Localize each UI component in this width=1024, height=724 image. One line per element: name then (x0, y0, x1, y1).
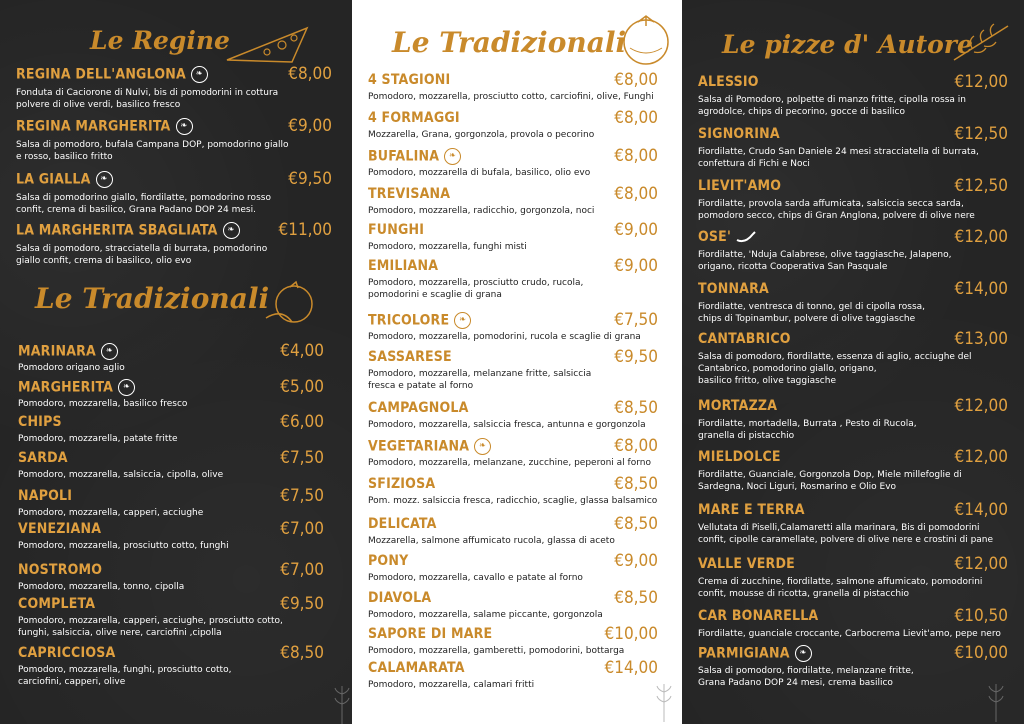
menu-item-price: €5,00 (280, 377, 324, 397)
menu-item-description: Pomodoro, mozzarella, prosciutto cotto, carciofini, olive, Funghi (368, 92, 654, 102)
menu-item-price: €12,00 (954, 396, 1008, 416)
menu-item-price: €8,00 (614, 70, 658, 90)
menu-item-name-text: CHIPS (18, 414, 62, 430)
menu-item-description: Salsa di Pomodoro, polpette di manzo fritte, cipolla rossa in agrodolce, chips di pecorino, gocce di basilico (698, 95, 966, 117)
menu-item-name-text: TREVISANA (368, 186, 451, 202)
menu-item-description: Pomodoro, mozzarella, patate fritte (18, 434, 178, 444)
menu-item-name-text: ALESSIO (698, 74, 759, 90)
menu-item-name-text: CAMPAGNOLA (368, 400, 469, 416)
menu-item (368, 72, 658, 112)
vegetarian-leaf-icon: ❧ (223, 222, 240, 239)
menu-item (368, 660, 658, 700)
menu-item-price: €9,00 (614, 551, 658, 571)
menu-item (698, 500, 1008, 545)
left-menu-panel (0, 0, 352, 724)
menu-item-name (698, 449, 781, 465)
menu-item-name-text: LA GIALLA (16, 171, 91, 188)
wheat-icon (654, 682, 674, 722)
menu-item-name-text: VEGETARIANA (368, 438, 470, 455)
menu-item-description: Crema di zucchine, fiordilatte, salmone affumicato, pomodorini confit, mousse di ricotta, granella di pistacchio (698, 577, 983, 599)
menu-item-name-text: CALAMARATA (368, 660, 465, 676)
menu-item-description: Pomodoro, mozzarella, salsiccia fresca, antunna e gorgonzola (368, 420, 646, 430)
vegetarian-leaf-icon: ❧ (444, 148, 461, 165)
menu-item-name-text: LIEVIT'AMO (698, 178, 782, 194)
menu-item (698, 176, 1008, 221)
menu-item-price: €14,00 (954, 500, 1008, 520)
menu-item-description: Salsa di pomodorino giallo, fiordilatte, pomodorino rosso confit, crema di basilico, Grana Padano DOP 24 mesi. (16, 193, 271, 215)
menu-item-name (368, 553, 408, 569)
menu-item-name-text: PARMIGIANA (698, 645, 790, 662)
menu-item-price: €9,50 (280, 594, 324, 614)
menu-item-name (18, 379, 135, 396)
menu-item-price: €7,00 (280, 519, 324, 539)
menu-item-name-text: DIAVOLA (368, 590, 432, 606)
menu-item-price: €8,50 (614, 398, 658, 418)
menu-item (698, 608, 1008, 648)
menu-item-description: Fonduta di Caciorone di Nulvi, bis di pomodorini in cottura polvere di olive verdi, basilico fresco (16, 88, 279, 110)
menu-item (16, 169, 332, 215)
menu-item-name (18, 488, 72, 504)
menu-item (18, 596, 324, 636)
menu-item (18, 343, 324, 383)
menu-item-name (18, 343, 118, 360)
menu-item-name (368, 476, 435, 492)
menu-item-name-text: CAPRICCIOSA (18, 645, 116, 661)
menu-item-name (368, 312, 471, 329)
menu-item-price: €7,50 (280, 486, 324, 506)
menu-item-description: Pomodoro, mozzarella, prosciutto cotto, funghi (18, 541, 229, 551)
menu-item-name-text: VALLE VERDE (698, 556, 795, 572)
menu-item-price: €8,00 (614, 436, 658, 456)
tomato-icon (262, 278, 322, 328)
menu-item-name (698, 178, 781, 194)
menu-item-price: €4,00 (280, 341, 324, 361)
menu-item-name-text: REGINA DELL'ANGLONA (16, 66, 186, 83)
menu-item-name-text: NAPOLI (18, 488, 73, 504)
menu-item-description: Fiordilatte, Guanciale, Gorgonzola Dop, Miele millefoglie di Sardegna, Noci Liguri, Rosmarino e Olio Evo (698, 470, 962, 492)
menu-item-description: Pomodoro, mozzarella, melanzane fritte, salsiccia fresca e patate al forno (368, 369, 592, 391)
menu-item-name-text: EMILIANA (368, 258, 439, 274)
menu-item-description: Mozzarella, Grana, gorgonzola, provola o pecorino (368, 130, 595, 140)
menu-item-price: €7,50 (280, 448, 324, 468)
menu-item-name-text: TRICOLORE (368, 312, 450, 329)
menu-item-description: Salsa di pomodoro, stracciatella di burrata, pomodorino giallo confit, crema di basilico, olio evo (16, 244, 268, 266)
menu-item-price: €12,00 (954, 72, 1008, 92)
menu-item-description: Pomodoro, mozzarella, cavallo e patate al forno (368, 573, 583, 583)
menu-item-price: €9,50 (614, 347, 658, 367)
menu-item-price: €11,00 (278, 220, 332, 240)
menu-item-price: €6,00 (280, 412, 324, 432)
menu-item (698, 554, 1008, 599)
menu-item-price: €10,00 (604, 624, 658, 644)
menu-item-description: Pomodoro, mozzarella, salsiccia, cipolla, olive (18, 470, 224, 480)
menu-item (698, 329, 1008, 386)
menu-item-name-text: FUNGHI (368, 222, 425, 238)
menu-item-price: €8,50 (280, 643, 324, 663)
menu-item (698, 124, 1008, 169)
menu-item-price: €9,00 (288, 116, 332, 136)
menu-item (18, 450, 324, 490)
menu-item (698, 227, 1008, 272)
menu-item-price: €8,50 (614, 588, 658, 608)
right-menu-panel (682, 0, 1024, 724)
menu-item-description: Fiordilatte, mortadella, Burrata , Pesto di Rucola, granella di pistacchio (698, 419, 917, 441)
menu-item-name (698, 608, 818, 624)
menu-item-description: Mozzarella, salmone affumicato rucola, glassa di aceto (368, 536, 615, 546)
menu-item (18, 414, 324, 454)
menu-item-name (368, 222, 424, 238)
menu-item-name-text: LA MARGHERITA SBAGLIATA (16, 222, 218, 239)
menu-item-name (698, 74, 759, 90)
menu-item-name-text: SASSARESE (368, 349, 452, 365)
menu-item-name-text: REGINA MARGHERITA (16, 118, 171, 135)
menu-item-price: €8,00 (614, 146, 658, 166)
menu-item-name (368, 349, 452, 365)
menu-item-name (368, 660, 465, 676)
menu-item-price: €8,00 (614, 184, 658, 204)
menu-item-price: €9,00 (614, 256, 658, 276)
section-title-autore: Le pizze d' Autore (722, 30, 973, 59)
menu-item (368, 258, 658, 298)
menu-item-name-text: VENEZIANA (18, 521, 102, 537)
menu-item-price: €12,50 (954, 124, 1008, 144)
menu-item-name (698, 331, 791, 347)
menu-item (368, 148, 658, 188)
menu-item-price: €10,50 (954, 606, 1008, 626)
menu-item-name (18, 596, 95, 612)
menu-item-name-text: PONY (368, 553, 409, 569)
menu-item-name (368, 516, 437, 532)
vegetarian-leaf-icon: ❧ (474, 438, 491, 455)
menu-item-name-text: 4 STAGIONI (368, 72, 451, 88)
menu-item (16, 220, 332, 266)
menu-item (698, 643, 1008, 688)
menu-item-name-text: CAR BONARELLA (698, 608, 819, 624)
menu-item-name (698, 398, 777, 414)
menu-item-name (368, 626, 492, 642)
menu-item (368, 438, 658, 478)
menu-item-name-text: DELICATA (368, 516, 437, 532)
menu-item (368, 110, 658, 150)
menu-item-name (368, 438, 491, 455)
tomato-icon (616, 8, 676, 68)
menu-item-description: Fiordilatte, ventresca di tonno, gel di cipolla rossa, chips di Topinambur, polvere di olive taggiasche (698, 302, 926, 324)
menu-item-description: Fiordilatte, guanciale croccante, Carbocrema Lievit'amo, pepe nero (698, 629, 1001, 639)
menu-item-name (368, 148, 461, 165)
menu-item-name-text: SAPORE DI MARE (368, 626, 493, 642)
menu-item-description: Pomodoro, mozzarella, melanzane, zucchine, peperoni al forno (368, 458, 651, 468)
menu-item (698, 72, 1008, 117)
menu-item (368, 516, 658, 556)
menu-item-description: Pomodoro, mozzarella, prosciutto crudo, rucola, pomodorini e scaglie di grana (368, 278, 584, 300)
menu-item-description: Salsa di pomodoro, bufala Campana DOP, pomodorino giallo e rosso, basilico fritto (16, 140, 289, 162)
menu-item-name (18, 562, 102, 578)
menu-item-description: Pomodoro, mozzarella, basilico fresco (18, 399, 188, 409)
vegetarian-leaf-icon: ❧ (101, 343, 118, 360)
menu-item-name-text: MARE E TERRA (698, 502, 805, 518)
vegetarian-leaf-icon: ❧ (176, 118, 193, 135)
menu-item-price: €9,50 (288, 169, 332, 189)
menu-item (698, 279, 1008, 324)
menu-item-name-text: 4 FORMAGGI (368, 110, 460, 126)
menu-item-description: Fiordilatte, provola sarda affumicata, salsiccia secca sarda, pomodoro secco, chips di Gran Anglona, polvere di olive nere (698, 199, 975, 221)
menu-item-name-text: SARDA (18, 450, 68, 466)
wheat-icon (332, 684, 352, 724)
menu-item-description: Pomodoro, mozzarella di bufala, basilico, olio evo (368, 168, 591, 178)
menu-item (368, 312, 658, 352)
menu-item-price: €13,00 (954, 329, 1008, 349)
menu-item-name-text: MORTAZZA (698, 398, 778, 414)
menu-item-name-text: MARINARA (18, 343, 97, 360)
menu-item-name (368, 258, 438, 274)
menu-item (698, 447, 1008, 492)
menu-item-name (16, 222, 240, 239)
menu-item-name-text: MARGHERITA (18, 379, 114, 396)
menu-item-name (698, 556, 795, 572)
menu-item-name (18, 414, 62, 430)
menu-item (16, 116, 332, 162)
menu-item-price: €9,00 (614, 220, 658, 240)
menu-item-name (16, 66, 208, 83)
menu-item-name-text: CANTABRICO (698, 331, 791, 347)
menu-item (18, 521, 324, 561)
section-title-regine: Le Regine (90, 26, 230, 55)
menu-item (18, 379, 324, 419)
menu-item-name (16, 118, 193, 135)
menu-item-description: Pomodoro, mozzarella, funghi, prosciutto cotto, carciofini, capperi, olive (18, 665, 232, 687)
menu-item-name (698, 229, 757, 245)
menu-item-price: €8,00 (288, 64, 332, 84)
menu-item-name (368, 110, 460, 126)
menu-item-name-text: SFIZIOSA (368, 476, 436, 492)
menu-item-price: €12,00 (954, 227, 1008, 247)
wheat-icon (952, 22, 1012, 62)
section-title-tradizionali-left: Le Tradizionali (35, 282, 270, 315)
menu-item-name (368, 72, 450, 88)
menu-item-name-text: COMPLETA (18, 596, 96, 612)
menu-item-description: Pomodoro, mozzarella, capperi, acciughe (18, 508, 204, 518)
menu-item (698, 396, 1008, 441)
menu-item-description: Pomodoro, mozzarella, calamari fritti (368, 680, 535, 690)
menu-item-name (698, 281, 769, 297)
vegetarian-leaf-icon: ❧ (191, 66, 208, 83)
chili-pepper-icon (735, 230, 757, 244)
middle-menu-panel (352, 0, 682, 724)
menu-item-description: Pomodoro, mozzarella, gamberetti, pomodorini, bottarga (368, 646, 625, 656)
menu-item-name-text: SIGNORINA (698, 126, 780, 142)
menu-item (368, 349, 658, 389)
wheat-icon (984, 682, 1008, 722)
pizza-slice-icon (222, 20, 312, 65)
menu-item-name (698, 126, 780, 142)
menu-item-name-text: TONNARA (698, 281, 769, 297)
menu-item-name (368, 186, 450, 202)
menu-item-description: Pomodoro, mozzarella, radicchio, gorgonzola, noci (368, 206, 595, 216)
menu-item-name (698, 502, 805, 518)
menu-item-description: Fiordilatte, 'Nduja Calabrese, olive taggiasche, Jalapeno, origano, ricotta Cooperativa San Pasquale (698, 250, 952, 272)
menu-item (368, 476, 658, 516)
menu-item-name-text: BUFALINA (368, 148, 440, 165)
menu-item-description: Pomodoro, mozzarella, tonno, cipolla (18, 582, 185, 592)
menu-item-price: €7,00 (280, 560, 324, 580)
menu-item-name (16, 171, 113, 188)
menu-item (18, 645, 324, 685)
vegetarian-leaf-icon: ❧ (795, 645, 812, 662)
menu-item-price: €12,00 (954, 447, 1008, 467)
menu-item-name (368, 590, 431, 606)
menu-item-name-text: NOSTROMO (18, 562, 103, 578)
menu-item-name-text: MIELDOLCE (698, 449, 781, 465)
vegetarian-leaf-icon: ❧ (96, 171, 113, 188)
section-title-tradizionali-mid: Le Tradizionali (392, 26, 627, 59)
menu-item-name (18, 645, 116, 661)
menu-item-price: €14,00 (604, 658, 658, 678)
menu-item-description: Pomodoro, mozzarella, capperi, acciughe, prosciutto cotto, funghi, salsiccia, olive nere, carciofini ,cipolla (18, 616, 283, 638)
menu-item (16, 64, 332, 110)
menu-item-name (18, 450, 68, 466)
menu-item-description: Pomodoro, mozzarella, salame piccante, gorgonzola (368, 610, 603, 620)
menu-item-name (18, 521, 101, 537)
menu-item-price: €8,50 (614, 474, 658, 494)
menu-item-description: Vellutata di Piselli,Calamaretti alla marinara, Bis di pomodorini confit, cipolle caramellate, polvere di olive nere e crostini di pane (698, 523, 994, 545)
menu-item-description: Fiordilatte, Crudo San Daniele 24 mesi stracciatella di burrata, confettura di Fichi e Noci (698, 147, 979, 169)
menu-item-price: €8,50 (614, 514, 658, 534)
menu-item-description: Pomodoro origano aglio (18, 363, 125, 373)
vegetarian-leaf-icon: ❧ (118, 379, 135, 396)
menu-item-price: €12,50 (954, 176, 1008, 196)
vegetarian-leaf-icon: ❧ (454, 312, 471, 329)
menu-item-name-text: OSE' (698, 229, 732, 245)
menu-item-price: €7,50 (614, 310, 658, 330)
menu-item-price: €8,00 (614, 108, 658, 128)
menu-item-name (368, 400, 469, 416)
menu-item (368, 553, 658, 593)
menu-item-description: Pomodoro, mozzarella, pomodorini, rucola e scaglie di grana (368, 332, 641, 342)
menu-item-description: Salsa di pomodoro, fiordilatte, melanzane fritte, Grana Padano DOP 24 mesi, crema basilico (698, 666, 914, 688)
menu-item-name (698, 645, 812, 662)
menu-item-description: Salsa di pomodoro, fiordilatte, essenza di aglio, acciughe del Cantabrico, pomodorino giallo, origano, basilico fritto, olive taggiasche (698, 352, 972, 386)
menu-item-price: €14,00 (954, 279, 1008, 299)
menu-item (368, 400, 658, 440)
menu-item-description: Pom. mozz. salsiccia fresca, radicchio, scaglie, glassa balsamico (368, 496, 658, 506)
menu-item-price: €12,00 (954, 554, 1008, 574)
menu-item-description: Pomodoro, mozzarella, funghi misti (368, 242, 527, 252)
menu-item-price: €10,00 (954, 643, 1008, 663)
